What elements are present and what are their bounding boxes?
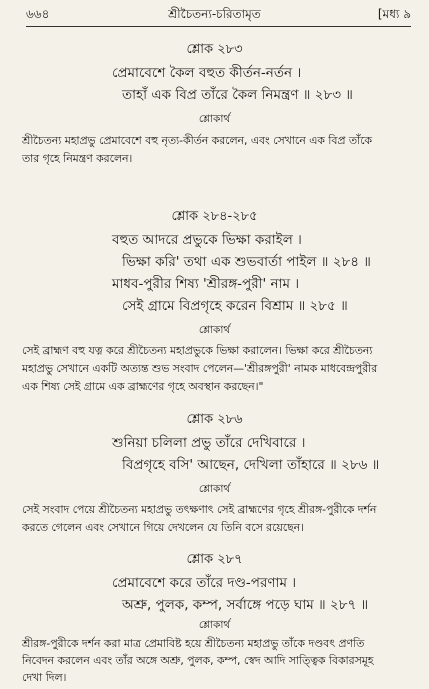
translation-line: শ্রীচৈতন্য মহাপ্রভু প্রেমাবেশে বহু নৃত্য-কীর্তন করলেন, এবং সেখানে এক বিপ্র তাঁকে — [22, 134, 372, 147]
translation-label: শ্লোকার্থ — [198, 483, 231, 495]
verse-line: অশ্রু, পুলক, কম্প, সর্বাঙ্গে পড়ে ঘাম ॥ ২৮৭ ॥ — [122, 597, 369, 613]
running-header — [0, 6, 429, 24]
page-number: ৬৬৪ — [26, 7, 50, 21]
translation-label: শ্লোকার্থ — [198, 113, 231, 125]
verse-line: তাহাঁ এক বিপ্র তাঁরে কৈল নিমন্ত্রণ ॥ ২৮৩ ॥ — [122, 87, 353, 103]
verse-line: বহুত আদরে প্রভুকে ভিক্ষা করাইল । — [112, 232, 302, 248]
section-marker: [মধ্য ৯ — [377, 7, 411, 21]
verse-line: ভিক্ষা করি' তথা এক শুভবার্তা পাইল ॥ ২৮৪ ॥ — [122, 254, 371, 270]
header-rule — [26, 26, 411, 27]
translation-line: দেখা দিল। — [22, 671, 67, 684]
translation-line: করতে গেলেন এবং সেখানে গিয়ে দেখলেন যে তিনি বসে রয়েছেন। — [22, 521, 304, 534]
verse-line: সেই গ্রামে বিপ্রগৃহে করেন বিশ্রাম ॥ ২৮৫ ॥ — [122, 298, 348, 314]
verse-line: বিপ্রগৃহে বসি' আছেন, দেখিলা তাঁহারে ॥ ২৮৬ ॥ — [122, 457, 380, 473]
verse-heading: শ্লোক ২৮৩ — [186, 42, 243, 57]
translation-label: শ্লোকার্থ — [198, 619, 231, 631]
translation-line: নিবেদন করলেন এবং তাঁর অঙ্গে অশ্রু, পুলক, কম্প, স্বেদ আদি সাত্ত্বিক বিকারসমূহ — [22, 654, 374, 667]
translation-line: শ্রীরঙ্গ-পুরীকে দর্শন করা মাত্র প্রেমাবিষ্ট হয়ে শ্রীচৈতন্য মহাপ্রভু তাঁকে দণ্ডবৎ প্রণতি — [22, 637, 365, 650]
verse-line: মাধব-পুরীর শিষ্য 'শ্রীরঙ্গ-পুরী' নাম । — [112, 276, 300, 292]
translation-line: তার গৃহে নিমন্ত্রণ করলেন। — [22, 152, 133, 165]
verse-heading: শ্লোক ২৮৬ — [186, 412, 243, 427]
translation-label: শ্লোকার্থ — [198, 324, 231, 336]
verse-line: প্রেমাবেশে করে তাঁরে দণ্ড-পরণাম । — [112, 575, 297, 591]
verse-line: শুনিয়া চলিলা প্রভু তাঁরে দেখিবারে । — [112, 435, 306, 451]
verse-line: প্রেমাবেশে কৈল বহুত কীর্তন-নর্তন । — [112, 65, 302, 81]
verse-heading: শ্লোক ২৮৭ — [186, 552, 243, 567]
translation-line: সেই সংবাদ পেয়ে শ্রীচৈতন্য মহাপ্রভু তৎক্ষণাৎ সেই ব্রাহ্মণের গৃহে শ্রীরঙ্গ-পুরীকে দর্শন — [22, 503, 377, 516]
running-title: শ্রীচৈতন্য-চরিতামৃত — [168, 7, 261, 21]
verse-heading: শ্লোক ২৮৪-২৮৫ — [171, 209, 258, 224]
translation-line: মহাপ্রভু সেখানে একটি অত্যন্ত শুভ সংবাদ পেলেন—'শ্রীরঙ্গপুরী' নামক মাধবেন্দ্রপুরীর — [22, 362, 378, 375]
translation-line: এক শিষ্য সেই গ্রামে এক ব্রাহ্মণের গৃহে অবস্থান করছেন।" — [22, 380, 264, 393]
translation-line: সেই ব্রাহ্মণ বহু যত্ন করে শ্রীচৈতন্য মহাপ্রভুকে ভিক্ষা করালেন। ভিক্ষা করে শ্রীচৈতন্য — [22, 344, 373, 357]
